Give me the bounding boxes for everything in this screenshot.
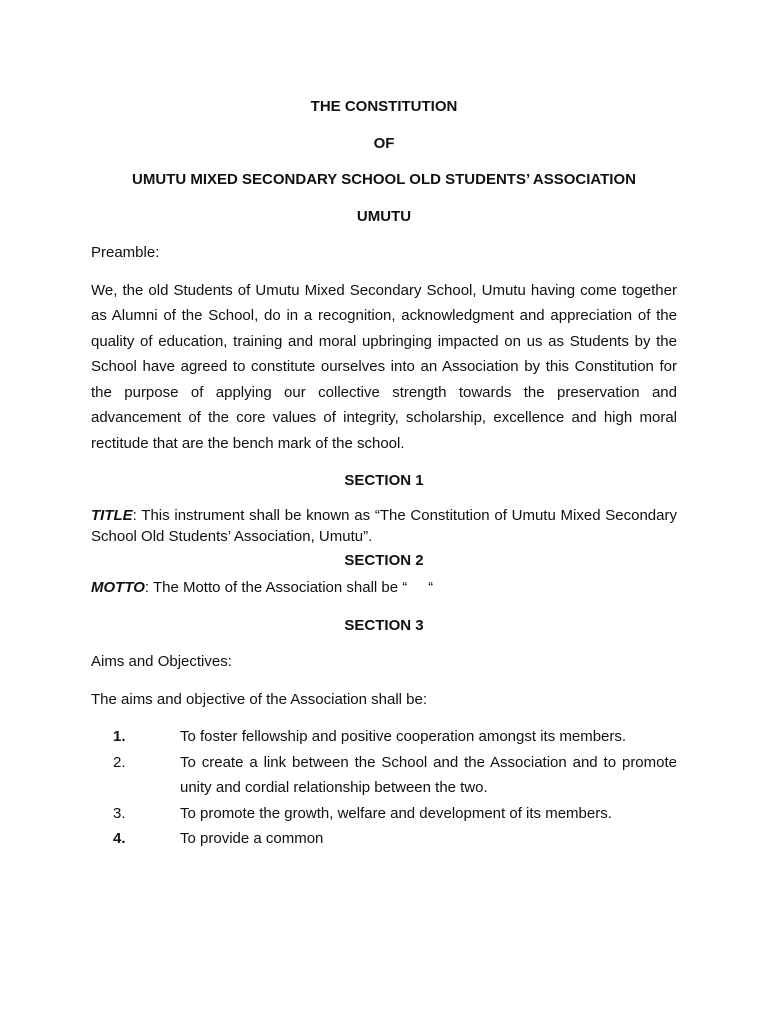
aims-list — [91, 724, 677, 852]
list-item-text: To foster fellowship and positive cooperation amongst its members. — [180, 728, 627, 745]
list-item-text: To promote the growth, welfare and development of its members. — [180, 804, 612, 822]
list-item — [91, 801, 677, 827]
document-title: THE CONSTITUTION — [310, 98, 458, 115]
section-2-label: MOTTO — [91, 579, 145, 596]
list-item-text: To provide a common — [180, 830, 324, 847]
list-item — [91, 826, 677, 852]
list-item-number: 4. — [113, 830, 126, 847]
list-item — [91, 750, 677, 801]
document-body — [91, 94, 677, 852]
list-item-number: 1. — [113, 728, 126, 745]
association-place: UMUTU — [356, 207, 412, 225]
section-1-text: : This instrument shall be known as “The Constitution of Umutu Mixed Secondary School Old Students’ Association, Umutu”. — [91, 506, 677, 545]
list-item — [91, 724, 677, 750]
preamble-text: We, the old Students of Umutu Mixed Secondary School, Umutu having come together as Alumni of the School, do in a recognition, acknowledgment and appreciation of the quality of education, training and moral upbringing impacted on us as Students by the School have agreed to constitute ourselves into an Association by this Constitution for the purpose of applying our collective strength towards the preservation and advancement of the core values of integrity, scholarship, excellence and high moral rectitude that are the bench mark of the school. — [91, 281, 677, 452]
section-3-heading: SECTION 3 — [344, 616, 424, 634]
section-2-heading: SECTION 2 — [344, 551, 424, 569]
section-1-heading: SECTION 1 — [344, 472, 424, 489]
aims-label: Aims and Objectives: — [91, 653, 232, 670]
list-item-text: To create a link between the School and the Association and to promote unity and cordial relationship between the two. — [180, 753, 677, 796]
section-1-label: TITLE — [91, 506, 133, 524]
section-1-title-clause — [91, 505, 677, 547]
aims-intro: The aims and objective of the Association shall be: — [91, 690, 428, 708]
list-item-number: 3. — [113, 804, 126, 822]
section-2-text: : The Motto of the Association shall be “ “ — [144, 579, 434, 596]
document-of: OF — [373, 134, 395, 152]
section-2-motto-clause — [91, 575, 677, 601]
list-item-number: 2. — [113, 753, 126, 771]
association-name: UMUTU MIXED SECONDARY SCHOOL OLD STUDENTS’ ASSOCIATION — [132, 171, 636, 188]
preamble-label: Preamble: — [91, 244, 160, 261]
